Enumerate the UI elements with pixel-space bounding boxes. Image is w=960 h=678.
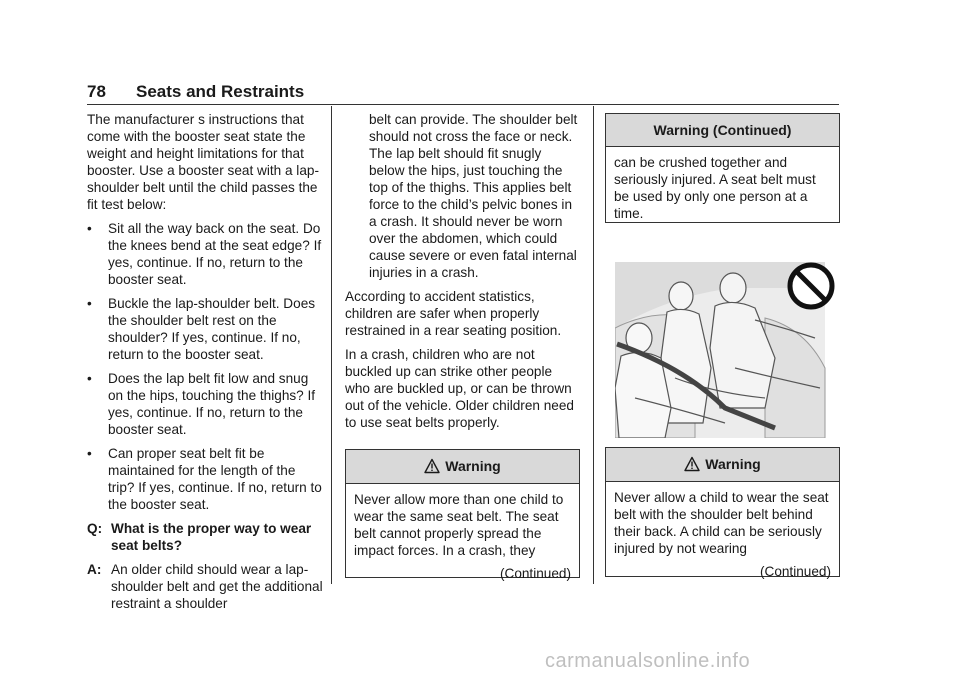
section-title: Seats and Restraints bbox=[136, 82, 305, 101]
header-rule bbox=[87, 104, 839, 105]
bullet-item bbox=[87, 445, 323, 513]
bullet-item bbox=[87, 295, 323, 363]
warning-header bbox=[606, 448, 839, 482]
seat-belt-misuse-illustration bbox=[615, 258, 839, 438]
bullet-text: Can proper seat belt fit be maintained for the length of the trip? If yes, continue. If no, return to the booster seat. bbox=[108, 446, 322, 512]
question-text: What is the proper way to wear seat belts? bbox=[111, 521, 312, 553]
answer-continued: belt can provide. The shoulder belt should not cross the face or neck. The lap belt should fit snugly below the hips, just touching the top of the thighs. This applies belt force to the child’s pelvic bones in a crash. It should never be worn over the abdomen, which could cause severe or even fatal internal injuries in a crash. bbox=[369, 112, 578, 280]
bullet-item bbox=[87, 220, 323, 288]
page-number: 78 bbox=[87, 82, 106, 101]
warning-body: Never allow a child to wear the seat belt with the shoulder belt behind their back. A child can be seriously injured by not wearing bbox=[614, 490, 829, 556]
warning-title: Warning (Continued) bbox=[653, 122, 792, 138]
warning-body: Never allow more than one child to wear the same seat belt. The seat belt cannot properly spread the impact forces. In a crash, they bbox=[354, 492, 564, 558]
bullet-mark: • bbox=[87, 221, 92, 236]
answer-label: A: bbox=[87, 562, 102, 577]
crash-paragraph: In a crash, children who are not buckled up can strike other people who are buckled up, or can be thrown out of the vehicle. Older children need to use seat belts properly. bbox=[345, 347, 574, 430]
column-2 bbox=[345, 111, 579, 438]
warning-box-shoulder-belt bbox=[605, 447, 840, 577]
watermark: carmanualsonline.info bbox=[545, 650, 751, 672]
warning-header bbox=[346, 450, 579, 484]
question-label: Q: bbox=[87, 521, 103, 536]
page-header bbox=[87, 80, 839, 104]
statistics-paragraph: According to accident statistics, children are safer when properly restrained in a rear seating position. bbox=[345, 289, 562, 338]
warning-triangle-icon bbox=[424, 458, 440, 474]
warning-title: Warning bbox=[445, 458, 501, 474]
bullet-item bbox=[87, 370, 323, 438]
bullet-text: Buckle the lap-shoulder belt. Does the shoulder belt rest on the shoulder? If yes, continue. If no, return to the booster seat. bbox=[108, 296, 316, 362]
column-divider-1 bbox=[331, 106, 332, 584]
answer-item bbox=[87, 561, 323, 612]
warning-title: Warning bbox=[705, 456, 761, 472]
bullet-mark: • bbox=[87, 296, 92, 311]
warning-body: can be crushed together and seriously injured. A seat belt must be used by only one person at a time. bbox=[614, 155, 816, 221]
bullet-mark: • bbox=[87, 371, 92, 386]
bullet-text: Does the lap belt fit low and snug on the hips, touching the thighs? If yes, continue. If no, return to the booster seat. bbox=[108, 371, 316, 437]
question-item bbox=[87, 520, 323, 554]
warning-triangle-icon bbox=[684, 456, 700, 472]
bullet-mark: • bbox=[87, 446, 92, 461]
answer-text: An older child should wear a lap-shoulder belt and get the additional restraint a shoulder bbox=[111, 562, 323, 611]
column-1 bbox=[87, 111, 323, 619]
warning-box-multiple-children bbox=[345, 449, 580, 581]
column-divider-2 bbox=[593, 106, 594, 584]
warning-header bbox=[606, 114, 839, 147]
bullet-text: Sit all the way back on the seat. Do the knees bend at the seat edge? If yes, continue. If no, return to the booster seat. bbox=[108, 221, 322, 287]
warning-box-continued bbox=[605, 113, 840, 223]
warning-continued-label: (Continued) bbox=[759, 564, 831, 579]
warning-continued-label: (Continued) bbox=[499, 566, 571, 581]
intro-paragraph: The manufacturer s instructions that come with the booster seat state the weight and height limitations for that booster. Use a booster seat with a lap-shoulder belt until the child passes the fit test below: bbox=[87, 112, 319, 212]
prohibition-icon bbox=[790, 265, 832, 307]
